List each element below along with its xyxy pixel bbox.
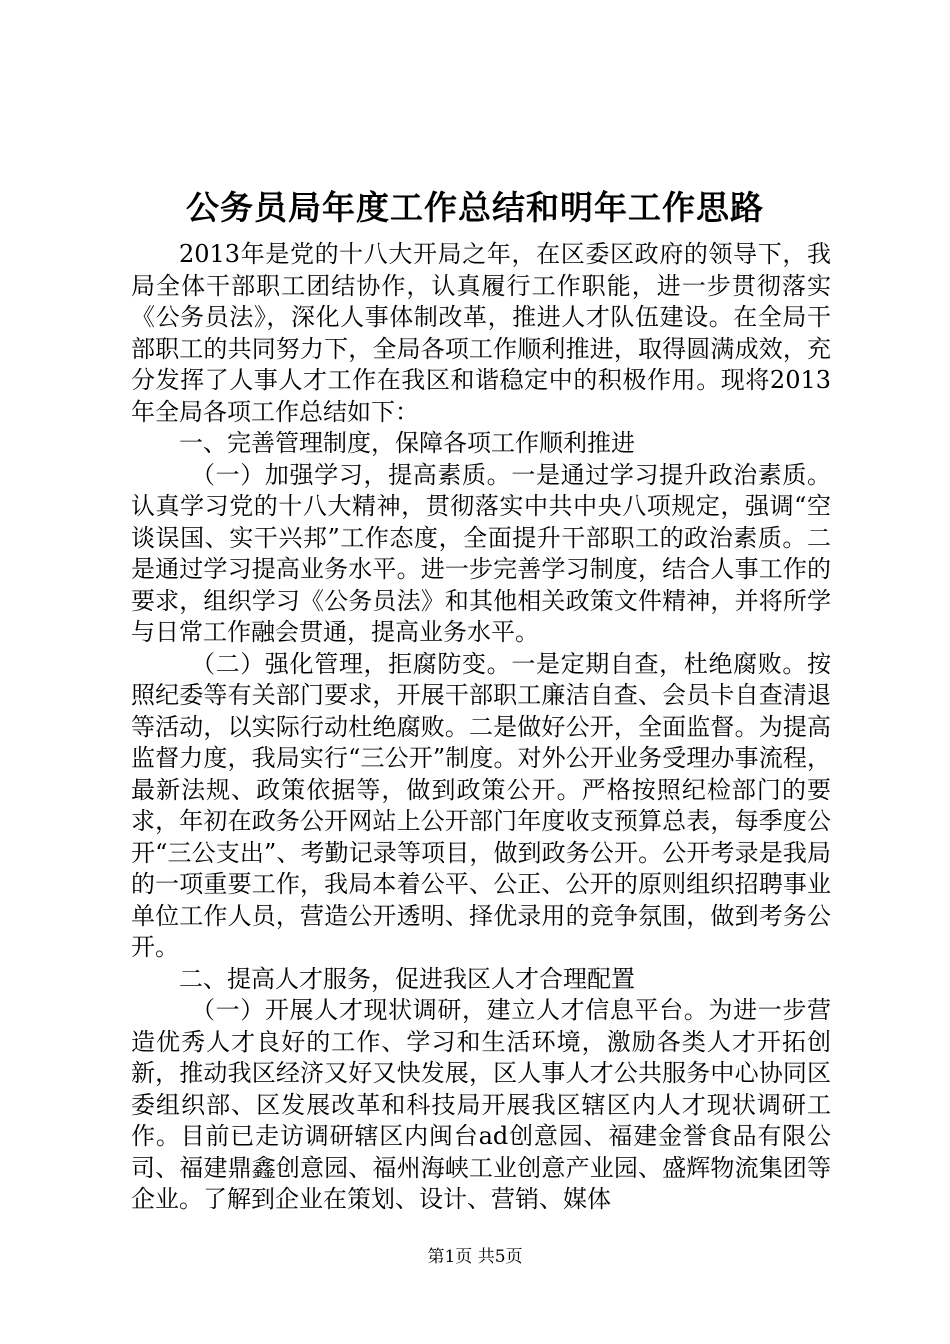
paragraph-2-1: （一）开展人才现状调研，建立人才信息平台。为进一步营造优秀人才良好的工作、学习和生活环境，激励各类人才开拓创新，推动我区经济又好又快发展，区人事人才公共服务中心协同区委组织部、区发展改革和科技局开展我区辖区内人才现状调研工作。目前已走访调研辖区内闽台ad创意园、福建金誉食品有限公司、福建鼎鑫创意园、福州海峡工业创意产业园、盛辉物流集团等企业。了解到企业在策划、设计、营销、媒体 (131, 996, 831, 1213)
paragraph-intro: 2013年是党的十八大开局之年，在区委区政府的领导下，我局全体干部职工团结协作，认真履行工作职能，进一步贯彻落实《公务员法》，深化人事体制改革，推进人才队伍建设。在全局干部职工的共同努力下，全局各项工作顺利推进，取得圆满成效，充分发挥了人事人才工作在我区和谐稳定中的积极作用。现将2013年全局各项工作总结如下： (131, 240, 831, 426)
paragraph-1-1: （一）加强学习，提高素质。一是通过学习提升政治素质。认真学习党的十八大精神，贯彻落实中共中央八项规定，强调“空谈误国、实干兴邦”工作态度，全面提升干部职工的政治素质。二是通过学习提高业务水平。进一步完善学习制度，结合人事工作的要求，组织学习《公务员法》和其他相关政策文件精神，并将所学与日常工作融会贯通，提高业务水平。 (131, 460, 831, 646)
section-heading-1: 一、完善管理制度，保障各项工作顺利推进 (179, 429, 635, 457)
document-title: 公务员局年度工作总结和明年工作思路 (186, 188, 764, 227)
document-body (131, 239, 831, 1216)
page-footer: 第1页 共5页 (427, 1247, 523, 1267)
paragraph-1-2: （二）强化管理，拒腐防变。一是定期自查，杜绝腐败。按照纪委等有关部门要求，开展干部职工廉洁自查、会员卡自查清退等活动，以实际行动杜绝腐败。二是做好公开，全面监督。为提高监督力度，我局实行“三公开”制度。对外公开业务受理办事流程，最新法规、政策依据等，做到政策公开。严格按照纪检部门的要求，年初在政务公开网站上公开部门年度收支预算总表，每季度公开“三公支出”、考勤记录等项目，做到政务公开。公开考录是我局的一项重要工作，我局本着公平、公正、公开的原则组织招聘事业单位工作人员，营造公开透明、择优录用的竞争氛围，做到考务公开。 (131, 649, 831, 961)
section-heading-2: 二、提高人才服务，促进我区人才合理配置 (179, 964, 635, 993)
